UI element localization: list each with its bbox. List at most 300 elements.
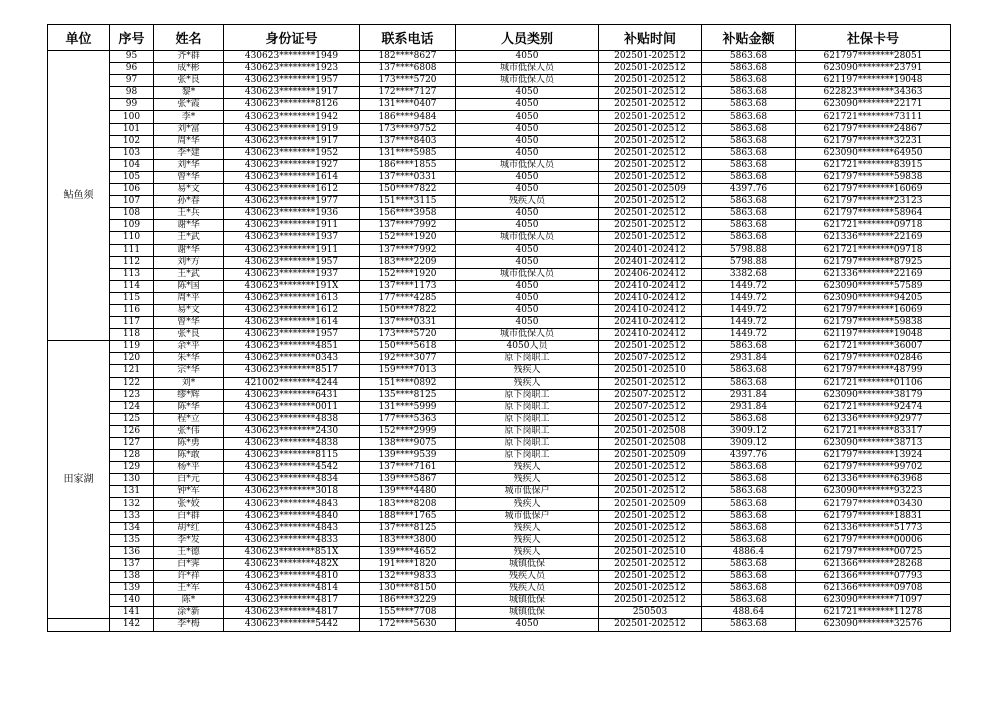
seq-cell: 131 (110, 486, 154, 498)
table-row (48, 184, 951, 196)
phone-cell: 139****4652 (360, 546, 456, 558)
category-cell: 残疾人 (456, 365, 599, 377)
phone-cell: 150****5618 (360, 341, 456, 353)
period-cell: 202501-202512 (599, 171, 702, 183)
amount-cell: 5863.68 (702, 510, 796, 522)
name-cell: 张*姣 (154, 498, 224, 510)
category-cell: 4050 (456, 171, 599, 183)
name-cell: 张*良 (154, 75, 224, 87)
card-number-cell: 621721********11278 (796, 607, 951, 619)
amount-cell: 5863.68 (702, 595, 796, 607)
category-cell: 4050 (456, 87, 599, 99)
card-number-cell: 621721********83317 (796, 425, 951, 437)
seq-cell: 142 (110, 619, 154, 631)
seq-cell: 123 (110, 389, 154, 401)
seq-cell: 99 (110, 99, 154, 111)
period-cell: 202501-202512 (599, 99, 702, 111)
seq-cell: 140 (110, 595, 154, 607)
name-cell: 涂*新 (154, 607, 224, 619)
amount-cell: 3909.12 (702, 438, 796, 450)
name-cell: 张*良 (154, 329, 224, 341)
name-cell: 陈*敢 (154, 450, 224, 462)
card-number-cell: 621721********01106 (796, 377, 951, 389)
category-cell: 城镇低保 (456, 558, 599, 570)
period-cell: 202501-202512 (599, 462, 702, 474)
card-number-cell: 621721********73111 (796, 111, 951, 123)
name-cell: 曾*华 (154, 171, 224, 183)
seq-cell: 121 (110, 365, 154, 377)
name-cell: 孙*春 (154, 196, 224, 208)
category-cell: 残疾人 (456, 474, 599, 486)
seq-cell: 132 (110, 498, 154, 510)
table-row (48, 268, 951, 280)
phone-cell: 137****0331 (360, 317, 456, 329)
phone-cell: 173****5720 (360, 75, 456, 87)
table-row (48, 498, 951, 510)
category-cell: 原下岗职工 (456, 413, 599, 425)
table-row (48, 389, 951, 401)
seq-cell: 102 (110, 135, 154, 147)
category-cell: 城市低保人员 (456, 329, 599, 341)
category-cell: 4050 (456, 304, 599, 316)
period-cell: 202501-202512 (599, 571, 702, 583)
phone-cell: 177****4285 (360, 292, 456, 304)
amount-cell: 5863.68 (702, 135, 796, 147)
amount-cell: 5863.68 (702, 558, 796, 570)
seq-cell: 133 (110, 510, 154, 522)
period-cell: 202507-202512 (599, 353, 702, 365)
category-cell: 城市低保人员 (456, 159, 599, 171)
header-amount: 补贴金额 (702, 25, 796, 51)
amount-cell: 488.64 (702, 607, 796, 619)
phone-cell: 172****7127 (360, 87, 456, 99)
id-number-cell: 430623********0343 (224, 353, 360, 365)
phone-cell: 150****7822 (360, 184, 456, 196)
period-cell: 202501-202510 (599, 365, 702, 377)
card-number-cell: 621797********13924 (796, 450, 951, 462)
card-number-cell: 621797********16069 (796, 304, 951, 316)
seq-cell: 114 (110, 280, 154, 292)
card-number-cell: 623090********23791 (796, 63, 951, 75)
name-cell: 周*华 (154, 135, 224, 147)
amount-cell: 1449.72 (702, 304, 796, 316)
seq-cell: 105 (110, 171, 154, 183)
category-cell: 原下岗职工 (456, 425, 599, 437)
seq-cell: 125 (110, 413, 154, 425)
seq-cell: 129 (110, 462, 154, 474)
name-cell: 王*兵 (154, 208, 224, 220)
name-cell: 胡*红 (154, 522, 224, 534)
table-body (48, 51, 951, 632)
amount-cell: 2931.84 (702, 353, 796, 365)
period-cell: 202501-202512 (599, 75, 702, 87)
phone-cell: 183****2209 (360, 256, 456, 268)
table-row (48, 232, 951, 244)
table-row (48, 607, 951, 619)
category-cell: 城市低保人员 (456, 268, 599, 280)
phone-cell: 132****9833 (360, 571, 456, 583)
amount-cell: 5863.68 (702, 474, 796, 486)
phone-cell: 137****0331 (360, 171, 456, 183)
name-cell: 王*武 (154, 268, 224, 280)
seq-cell: 127 (110, 438, 154, 450)
name-cell: 陈*国 (154, 280, 224, 292)
phone-cell: 173****9752 (360, 123, 456, 135)
amount-cell: 5863.68 (702, 208, 796, 220)
phone-cell: 137****7992 (360, 244, 456, 256)
card-number-cell: 621797********23123 (796, 196, 951, 208)
name-cell: 成*彬 (154, 63, 224, 75)
seq-cell: 134 (110, 522, 154, 534)
table-row (48, 135, 951, 147)
seq-cell: 98 (110, 87, 154, 99)
seq-cell: 111 (110, 244, 154, 256)
phone-cell: 151****3115 (360, 196, 456, 208)
period-cell: 202410-202412 (599, 280, 702, 292)
amount-cell: 5863.68 (702, 619, 796, 631)
name-cell: 刘*富 (154, 123, 224, 135)
period-cell: 202501-202512 (599, 486, 702, 498)
table-row (48, 208, 951, 220)
table-row (48, 353, 951, 365)
name-cell: 李*梅 (154, 619, 224, 631)
card-number-cell: 621336********22169 (796, 232, 951, 244)
name-cell: 陈* (154, 595, 224, 607)
period-cell: 202501-202512 (599, 595, 702, 607)
card-number-cell: 623090********32576 (796, 619, 951, 631)
period-cell: 202406-202412 (599, 268, 702, 280)
seq-cell: 126 (110, 425, 154, 437)
amount-cell: 5863.68 (702, 147, 796, 159)
phone-cell: 156****3958 (360, 208, 456, 220)
phone-cell: 137****7992 (360, 220, 456, 232)
header-seq: 序号 (110, 25, 154, 51)
seq-cell: 109 (110, 220, 154, 232)
table-row (48, 99, 951, 111)
card-number-cell: 621797********18831 (796, 510, 951, 522)
id-number-cell: 430623********8126 (224, 99, 360, 111)
name-cell: 谢*华 (154, 244, 224, 256)
id-number-cell: 430623********4843 (224, 498, 360, 510)
id-number-cell: 430623********4843 (224, 522, 360, 534)
card-number-cell: 621797********16069 (796, 184, 951, 196)
header-category: 人员类别 (456, 25, 599, 51)
phone-cell: 135****8125 (360, 389, 456, 401)
phone-cell: 152****1920 (360, 232, 456, 244)
category-cell: 4050 (456, 280, 599, 292)
period-cell: 202410-202412 (599, 317, 702, 329)
amount-cell: 4397.76 (702, 450, 796, 462)
header-name: 姓名 (154, 25, 224, 51)
period-cell: 250503 (599, 607, 702, 619)
amount-cell: 5863.68 (702, 486, 796, 498)
name-cell: 许*祥 (154, 571, 224, 583)
name-cell: 白*霁 (154, 558, 224, 570)
seq-cell: 117 (110, 317, 154, 329)
category-cell: 残疾人员 (456, 196, 599, 208)
amount-cell: 5863.68 (702, 498, 796, 510)
period-cell: 202410-202412 (599, 292, 702, 304)
phone-cell: 137****1173 (360, 280, 456, 292)
amount-cell: 4397.76 (702, 184, 796, 196)
period-cell: 202501-202512 (599, 123, 702, 135)
amount-cell: 5863.68 (702, 51, 796, 63)
period-cell: 202501-202512 (599, 147, 702, 159)
amount-cell: 5863.68 (702, 99, 796, 111)
table-row (48, 401, 951, 413)
card-number-cell: 621197********19048 (796, 329, 951, 341)
phone-cell: 155****7708 (360, 607, 456, 619)
phone-cell: 151****0892 (360, 377, 456, 389)
phone-cell: 139****9539 (360, 450, 456, 462)
category-cell: 残疾人 (456, 498, 599, 510)
category-cell: 4050 (456, 244, 599, 256)
phone-cell: 131****5999 (360, 401, 456, 413)
amount-cell: 5863.68 (702, 75, 796, 87)
phone-cell: 183****3800 (360, 534, 456, 546)
table-row (48, 280, 951, 292)
name-cell: 陈*华 (154, 401, 224, 413)
seq-cell: 106 (110, 184, 154, 196)
name-cell: 刘*华 (154, 159, 224, 171)
table-row (48, 244, 951, 256)
name-cell: 白*群 (154, 510, 224, 522)
amount-cell: 4886.4 (702, 546, 796, 558)
phone-cell: 152****2999 (360, 425, 456, 437)
amount-cell: 5863.68 (702, 377, 796, 389)
phone-cell: 138****9075 (360, 438, 456, 450)
table-row (48, 583, 951, 595)
page-bottom-margin (0, 692, 1000, 706)
id-number-cell: 430623********1613 (224, 292, 360, 304)
card-number-cell: 621797********87925 (796, 256, 951, 268)
amount-cell: 5863.68 (702, 341, 796, 353)
id-number-cell: 430623********1957 (224, 329, 360, 341)
phone-cell: 192****3077 (360, 353, 456, 365)
table-row (48, 256, 951, 268)
card-number-cell: 623090********71097 (796, 595, 951, 607)
table-row (48, 159, 951, 171)
seq-cell: 103 (110, 147, 154, 159)
table-row (48, 87, 951, 99)
seq-cell: 136 (110, 546, 154, 558)
phone-cell: 182****8627 (360, 51, 456, 63)
period-cell: 202501-202509 (599, 184, 702, 196)
id-number-cell: 430623********1927 (224, 159, 360, 171)
category-cell: 残疾人 (456, 522, 599, 534)
seq-cell: 97 (110, 75, 154, 87)
category-cell: 原下岗职工 (456, 450, 599, 462)
period-cell: 202501-202512 (599, 558, 702, 570)
card-number-cell: 621336********22169 (796, 268, 951, 280)
amount-cell: 5798.88 (702, 244, 796, 256)
id-number-cell: 430623********1612 (224, 304, 360, 316)
seq-cell: 141 (110, 607, 154, 619)
seq-cell: 138 (110, 571, 154, 583)
period-cell: 202401-202412 (599, 256, 702, 268)
table-row (48, 534, 951, 546)
period-cell: 202507-202512 (599, 389, 702, 401)
phone-cell: 186****3229 (360, 595, 456, 607)
table-row (48, 329, 951, 341)
id-number-cell: 430623********8115 (224, 450, 360, 462)
id-number-cell: 430623********851X (224, 546, 360, 558)
amount-cell: 5863.68 (702, 63, 796, 75)
name-cell: 易*文 (154, 304, 224, 316)
name-cell: 白*元 (154, 474, 224, 486)
table-row (48, 220, 951, 232)
id-number-cell: 430623********4838 (224, 413, 360, 425)
card-number-cell: 621721********83915 (796, 159, 951, 171)
id-number-cell: 430623********1923 (224, 63, 360, 75)
amount-cell: 5863.68 (702, 413, 796, 425)
seq-cell: 112 (110, 256, 154, 268)
table-row (48, 425, 951, 437)
card-number-cell: 621797********99702 (796, 462, 951, 474)
card-number-cell: 623090********94205 (796, 292, 951, 304)
card-number-cell: 623090********38713 (796, 438, 951, 450)
period-cell: 202401-202412 (599, 244, 702, 256)
header-id-number: 身份证号 (224, 25, 360, 51)
id-number-cell: 430623********1917 (224, 135, 360, 147)
amount-cell: 1449.72 (702, 329, 796, 341)
card-number-cell: 621797********24867 (796, 123, 951, 135)
name-cell: 张*霞 (154, 99, 224, 111)
category-cell: 4050 (456, 135, 599, 147)
table-row (48, 147, 951, 159)
table-row (48, 486, 951, 498)
seq-cell: 96 (110, 63, 154, 75)
seq-cell: 101 (110, 123, 154, 135)
phone-cell: 188****1765 (360, 510, 456, 522)
seq-cell: 118 (110, 329, 154, 341)
period-cell: 202501-202512 (599, 87, 702, 99)
phone-cell: 131****0407 (360, 99, 456, 111)
category-cell: 4050 (456, 256, 599, 268)
table-row (48, 413, 951, 425)
subsidy-table (47, 24, 951, 632)
name-cell: 刘* (154, 377, 224, 389)
table-row (48, 123, 951, 135)
id-number-cell: 430623********4851 (224, 341, 360, 353)
period-cell: 202501-202512 (599, 232, 702, 244)
id-number-cell: 430623********4840 (224, 510, 360, 522)
category-cell: 残疾人员 (456, 583, 599, 595)
card-number-cell: 621336********92977 (796, 413, 951, 425)
category-cell: 城市低保户 (456, 486, 599, 498)
category-cell: 城市低保人员 (456, 75, 599, 87)
id-number-cell: 430623********1957 (224, 75, 360, 87)
id-number-cell: 430623********4817 (224, 607, 360, 619)
card-number-cell: 621797********58964 (796, 208, 951, 220)
card-number-cell: 623090********64950 (796, 147, 951, 159)
id-number-cell: 430623********1614 (224, 171, 360, 183)
header-unit: 单位 (48, 25, 110, 51)
seq-cell: 110 (110, 232, 154, 244)
id-number-cell: 421002********4244 (224, 377, 360, 389)
amount-cell: 3909.12 (702, 425, 796, 437)
category-cell: 城镇低保 (456, 607, 599, 619)
id-number-cell: 430623********4838 (224, 438, 360, 450)
amount-cell: 1449.72 (702, 280, 796, 292)
table-row (48, 558, 951, 570)
id-number-cell: 430623********191X (224, 280, 360, 292)
name-cell: 钟*军 (154, 486, 224, 498)
phone-cell: 177****5363 (360, 413, 456, 425)
id-number-cell: 430623********482X (224, 558, 360, 570)
category-cell: 4050 (456, 99, 599, 111)
id-number-cell: 430623********1977 (224, 196, 360, 208)
card-number-cell: 621797********48799 (796, 365, 951, 377)
period-cell: 202501-202512 (599, 377, 702, 389)
period-cell: 202501-202512 (599, 159, 702, 171)
category-cell: 4050 (456, 208, 599, 220)
category-cell: 4050 (456, 292, 599, 304)
id-number-cell: 430623********1952 (224, 147, 360, 159)
phone-cell: 130****8150 (360, 583, 456, 595)
name-cell: 缪*辉 (154, 389, 224, 401)
card-number-cell: 621797********00006 (796, 534, 951, 546)
amount-cell: 5863.68 (702, 123, 796, 135)
table-row (48, 63, 951, 75)
card-number-cell: 621336********51773 (796, 522, 951, 534)
unit-cell: 田家湖 (48, 341, 110, 619)
seq-cell: 120 (110, 353, 154, 365)
period-cell: 202501-202509 (599, 450, 702, 462)
card-number-cell: 621721********09718 (796, 244, 951, 256)
category-cell: 4050 (456, 147, 599, 159)
card-number-cell: 623090********93223 (796, 486, 951, 498)
name-cell: 程*立 (154, 413, 224, 425)
amount-cell: 2931.84 (702, 401, 796, 413)
id-number-cell: 430623********1612 (224, 184, 360, 196)
unit-cell (48, 619, 110, 631)
seq-cell: 137 (110, 558, 154, 570)
seq-cell: 107 (110, 196, 154, 208)
seq-cell: 95 (110, 51, 154, 63)
category-cell: 城市低保人员 (456, 232, 599, 244)
period-cell: 202501-202512 (599, 413, 702, 425)
id-number-cell: 430623********4810 (224, 571, 360, 583)
phone-cell: 139****4480 (360, 486, 456, 498)
id-number-cell: 430623********1917 (224, 87, 360, 99)
table-row (48, 75, 951, 87)
table-row (48, 292, 951, 304)
amount-cell: 5863.68 (702, 583, 796, 595)
amount-cell: 5863.68 (702, 534, 796, 546)
id-number-cell: 430623********1919 (224, 123, 360, 135)
category-cell: 4050 (456, 51, 599, 63)
name-cell: 张*伟 (154, 425, 224, 437)
table-row (48, 571, 951, 583)
category-cell: 原下岗职工 (456, 438, 599, 450)
id-number-cell: 430623********4833 (224, 534, 360, 546)
card-number-cell: 621366********09708 (796, 583, 951, 595)
seq-cell: 130 (110, 474, 154, 486)
category-cell: 残疾人 (456, 546, 599, 558)
amount-cell: 5863.68 (702, 159, 796, 171)
id-number-cell: 430623********1949 (224, 51, 360, 63)
id-number-cell: 430623********1936 (224, 208, 360, 220)
seq-cell: 100 (110, 111, 154, 123)
table-row (48, 522, 951, 534)
id-number-cell: 430623********0011 (224, 401, 360, 413)
period-cell: 202410-202412 (599, 329, 702, 341)
category-cell: 4050 (456, 619, 599, 631)
category-cell: 残疾人 (456, 377, 599, 389)
period-cell: 202501-202512 (599, 341, 702, 353)
table-row (48, 317, 951, 329)
